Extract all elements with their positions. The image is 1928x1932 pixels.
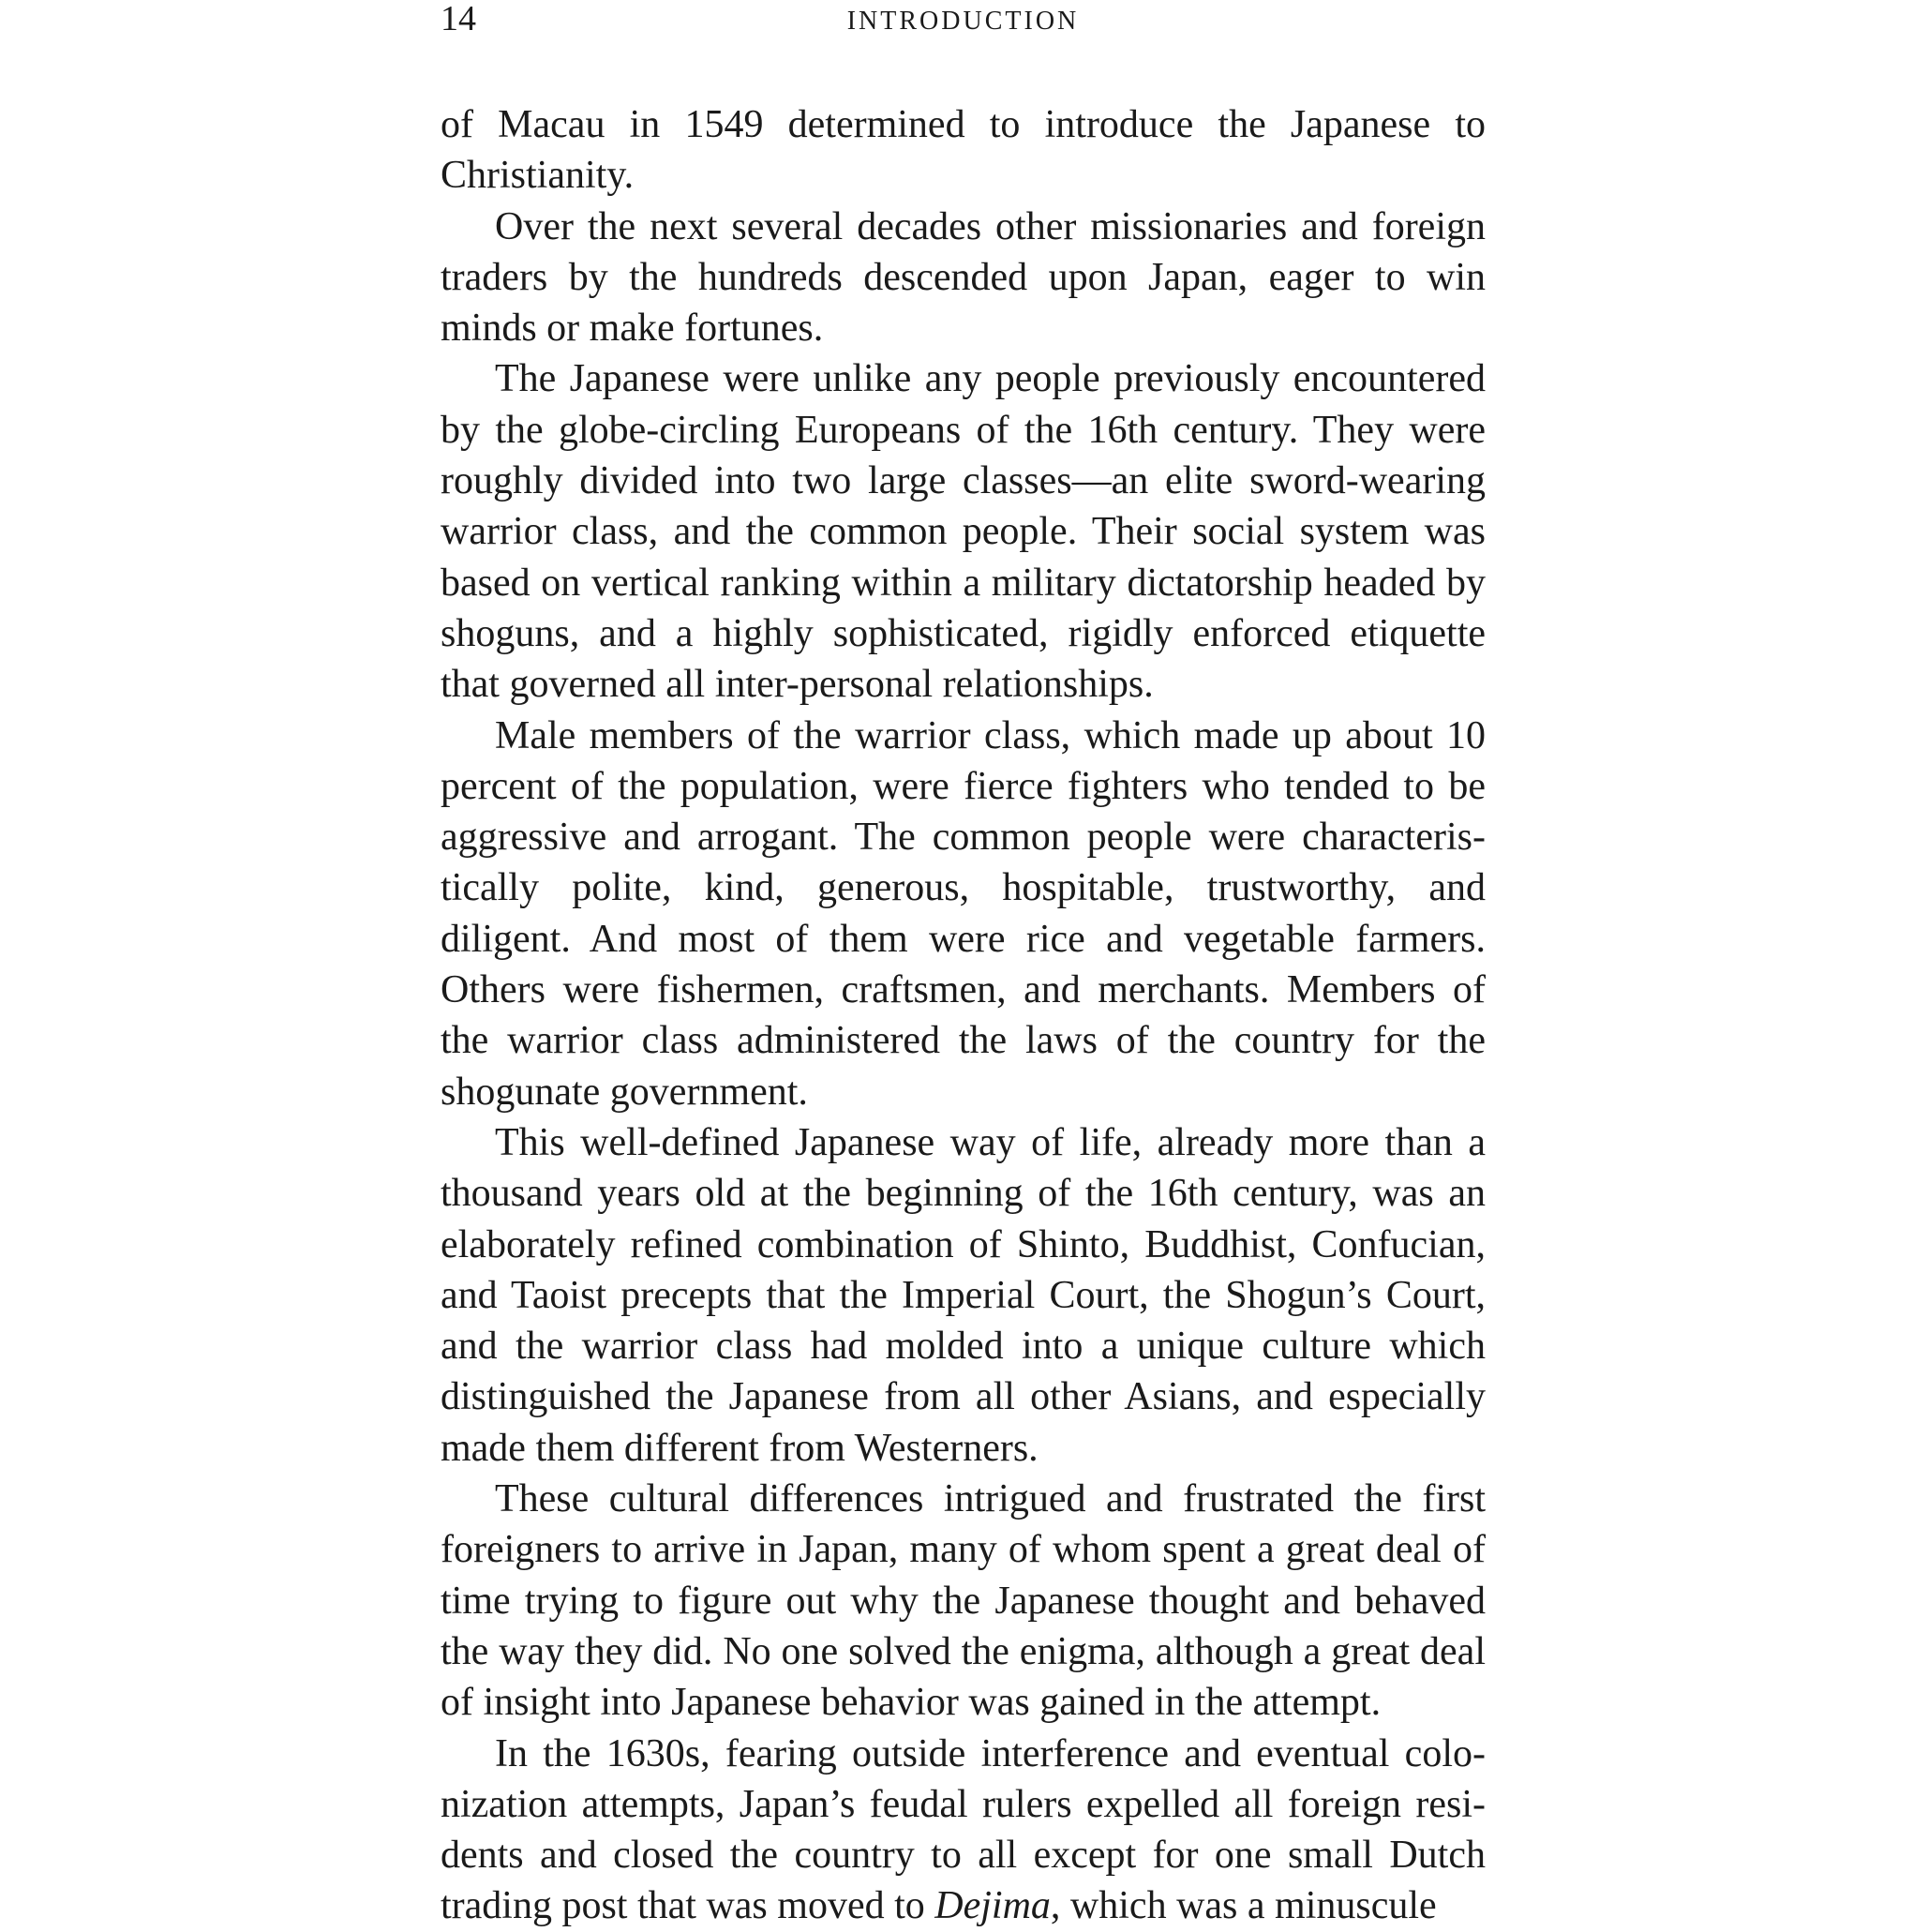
- paragraph-3: The Japanese were unlike any people previously encountered by the globe-circling Europeans of the 16th century. They were roughly divided into two large classes—an elite sword-wearing warrior class, and the common people. Their social system was based on vertical ranking within a military dictatorship headed by shoguns, and a highly sophisticated, rigidly enforced etiquette that governed all inter-personal relationships.: [441, 357, 1486, 707]
- paragraph-7-text-start: In the 1630s, fearing outside interference and eventual colonization attempts, Japan’s feudal rulers expelled all foreign residents and closed the country to all except for one small Dutch trading post that was moved to: [441, 1731, 1486, 1928]
- book-page: [441, 0, 1486, 1928]
- paragraph-7-italic-term: Dejima: [934, 1884, 1051, 1928]
- paragraph-2: Over the next several decades other missionaries and foreign traders by the hundreds descended upon Japan, eager to win minds or make fortunes.: [441, 204, 1486, 351]
- paragraph-7: [441, 1729, 1486, 1932]
- page-number: 14: [441, 0, 476, 38]
- paragraph-5: This well-defined Japanese way of life, already more than a thousand years old at the beginning of the 16th century, was an elaborately refined combination of Shinto, Buddhist, Confucian, and Taoist precepts that the Imperial Court, the Shogun’s Court, and the warrior class had molded into a unique culture which distinguished the Japanese from all other Asians, and especially made them different from Westerners.: [441, 1120, 1486, 1470]
- paragraph-7-text-end: , which was a minuscule: [1050, 1884, 1437, 1928]
- running-head: INTRODUCTION: [846, 7, 1080, 36]
- body-text: [441, 99, 1486, 1932]
- paragraph-6: These cultural differences intrigued and frustrated the first foreigners to arrive in Japan, many of whom spent a great deal of time trying to figure out why the Japanese thought and behaved the way they did. No one solved the enigma, although a great deal of insight into Japanese behavior was gained in the attempt.: [441, 1477, 1486, 1725]
- paragraph-1: of Macau in 1549 determined to introduce the Japanese to Christianity.: [441, 103, 1486, 198]
- paragraph-4: Male members of the warrior class, which made up about 10 percent of the population, were fierce fighters who tended to be aggressive and arrogant. The common people were characteristically polite, kind, generous, hospitable, trustworthy, and diligent. And most of them were rice and vegetable farmers. Others were fishermen, craftsmen, and merchants. Members of the warrior class administered the laws of the country for the shogunate government.: [441, 713, 1486, 1114]
